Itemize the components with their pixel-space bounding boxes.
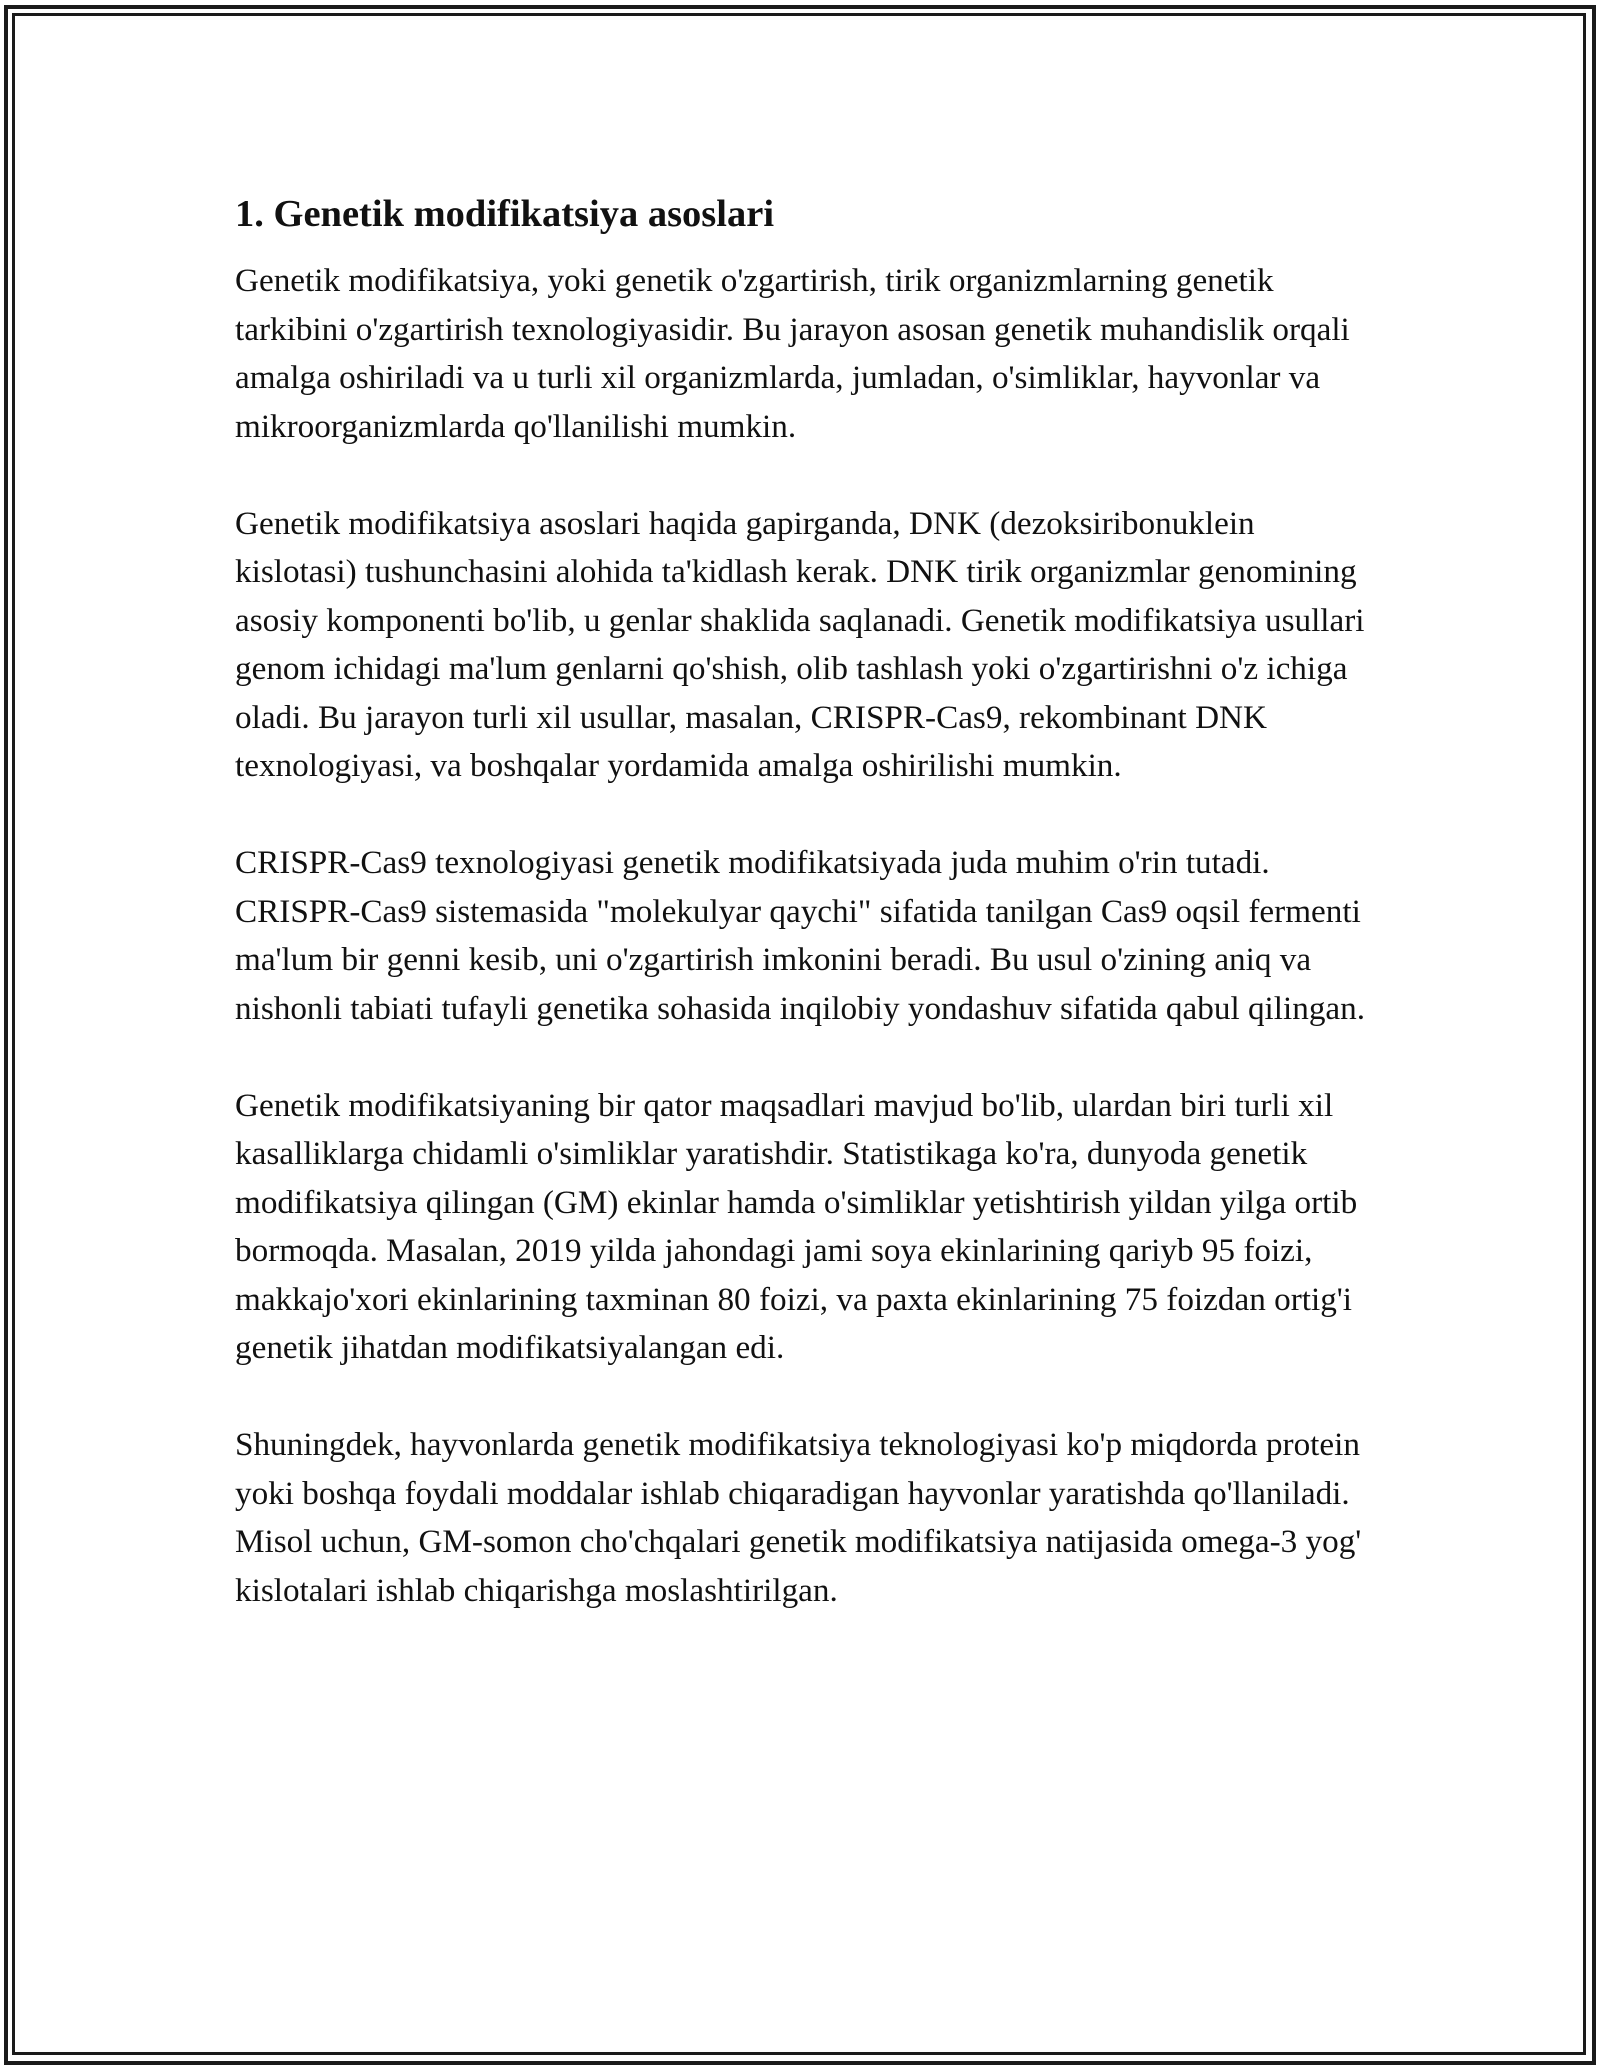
section-heading: 1. Genetik modifikatsiya asoslari — [235, 193, 775, 235]
paragraph-intro: Genetik modifikatsiya, yoki genetik o'zgartirish, tirik organizmlarning genetik tarkibini o'zgartirish texnologiyasidir. Bu jarayon asosan genetik muhandislik orqali amalga oshiriladi va u turli xil organizmlarda, jumladan, o'simliklar, hayvonlar va mikroorganizmlarda qo'llanilishi mumkin. — [235, 262, 1350, 445]
paragraph-crispr: CRISPR-Cas9 texnologiyasi genetik modifikatsiyada juda muhim o'rin tutadi. CRISPR-Cas9 sistemasida "molekulyar qaychi" sifatida tanilgan Cas9 oqsil fermenti ma'lum bir genni kesib, uni o'zgartirish imkonini beradi. Bu usul o'zining aniq va nishonli tabiati tufayli genetika sohasida inqilobiy yondashuv sifatida qabul qilingan. — [235, 844, 1366, 1027]
paragraph-dna: Genetik modifikatsiya asoslari haqida gapirganda, DNK (dezoksiribonuklein kislotasi) tushunchasini alohida ta'kidlash kerak. DNK tirik organizmlar genomining asosiy komponenti bo'lib, u genlar shaklida saqlanadi. Genetik modifikatsiya usullari genom ichidagi ma'lum genlarni qo'shish, olib tashlash yoki o'zgartirishni o'z ichiga oladi. Bu jarayon turli xil usullar, masalan, CRISPR-Cas9, rekombinant DNK texnologiyasi, va boshqalar yordamida amalga oshirilishi mumkin. — [235, 504, 1365, 784]
document-body — [235, 185, 1370, 1664]
paragraph-gm-animals: Shuningdek, hayvonlarda genetik modifikatsiya teknologiyasi ko'p miqdorda protein yoki boshqa foydali moddalar ishlab chiqaradigan hayvonlar yaratishda qo'llaniladi. Misol uchun, GM-somon cho'chqalari genetik modifikatsiya natijasida omega-3 yog' kislotalari ishlab chiqarishga moslashtirilgan. — [235, 1426, 1362, 1609]
paragraph-gm-crops: Genetik modifikatsiyaning bir qator maqsadlari mavjud bo'lib, ulardan biri turli xil kasalliklarga chidamli o'simliklar yaratishdir. Statistikaga ko'ra, dunyoda genetik modifikatsiya qilingan (GM) ekinlar hamda o'simliklar yetishtirish yildan yilga ortib bormoqda. Masalan, 2019 yilda jahondagi jami soya ekinlarining qariyb 95 foizi, makkajo'xori ekinlarining taxminan 80 foizi, va paxta ekinlarining 75 foizdan ortig'i genetik jihatdan modifikatsiyalangan edi. — [235, 1086, 1358, 1366]
